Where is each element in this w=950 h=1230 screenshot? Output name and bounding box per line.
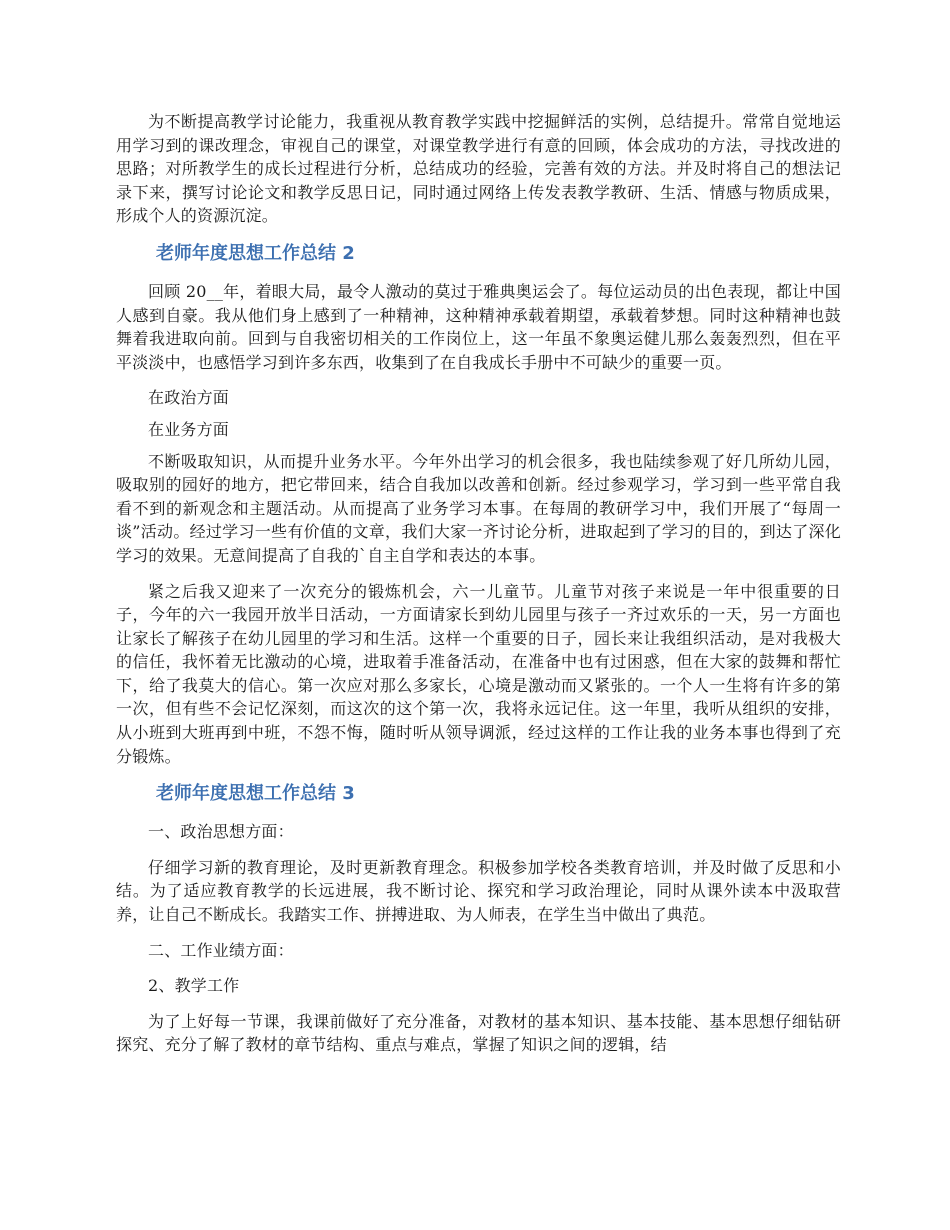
paragraph: 仔细学习新的教育理论，及时更新教育理念。积极参加学校各类教育培训，并及时做了反思和小结。为了适应教育教学的长远进展，我不断讨论、探究和学习政治理论，同时从课外读本中汲取营养，让自己不断成长。我踏实工作、拼搏进取、为人师表，在学生当中做出了典范。 xyxy=(116,857,841,925)
section-heading: 老师年度思想工作总结 2 xyxy=(156,242,355,264)
paragraph: 不断吸取知识，从而提升业务水平。今年外出学习的机会很多，我也陆续参观了好几所幼儿园，吸取别的园好的地方，把它带回来，结合自我加以改善和创新。经过参观学习，学习到一些平常自我看不到的新观念和主题活动。从而提高了业务学习本事。在每周的教研学习中，我们开展了“每周一谈”活动。经过学习一些有价值的文章，我们大家一齐讨论分析，进取起到了学习的目的，到达了深化学习的效果。无意间提高了自我的`自主自学和表达的本事。 xyxy=(116,451,841,565)
paragraph: 二、工作业绩方面： xyxy=(148,940,294,960)
paragraph: 一、政治思想方面： xyxy=(148,822,294,842)
paragraph: 在政治方面 xyxy=(148,388,230,408)
paragraph: 2、教学工作 xyxy=(148,976,240,996)
paragraph: 在业务方面 xyxy=(148,419,230,439)
paragraph: 为了上好每一节课，我课前做好了充分准备，对教材的基本知识、基本技能、基本思想仔细钻研探究、充分了解了教材的章节结构、重点与难点，掌握了知识之间的逻辑，结 xyxy=(116,1011,841,1055)
section-heading: 老师年度思想工作总结 3 xyxy=(156,783,355,805)
paragraph: 紧之后我又迎来了一次充分的锻炼机会，六一儿童节。儿童节对孩子来说是一年中很重要的日子，今年的六一我园开放半日活动，一方面请家长到幼儿园里与孩子一齐过欢乐的一天，另一方面也让家长了解孩子在幼儿园里的学习和生活。这样一个重要的日子，园长来让我组织活动，是对我极大的信任，我怀着无比激动的心境，进取着手准备活动，在准备中也有过困惑，但在大家的鼓舞和帮忙下，给了我莫大的信心。第一次应对那么多家长，心境是激动而又紧张的。一个人一生将有许多的第一次，但有些不会记忆深刻，而这次的这个第一次，我将永远记住。这一年里，我听从组织的安排，从小班到大班再到中班，不怨不悔，随时听从领导调派，经过这样的工作让我的业务本事也得到了充分锻炼。 xyxy=(116,581,841,766)
paragraph: 为不断提高教学讨论能力，我重视从教育教学实践中挖掘鲜活的实例，总结提升。常常自觉地运用学习到的课改理念，审视自己的课堂，对课堂教学进行有意的回顾，体会成功的方法，寻找改进的思路；对所教学生的成长过程进行分析，总结成功的经验，完善有效的方法。并及时将自己的想法记录下来，撰写讨论论文和教学反思日记，同时通过网络上传发表教学教研、生活、情感与物质成果，形成个人的资源沉淀。 xyxy=(116,112,841,226)
paragraph: 回顾 20__年，着眼大局，最令人激动的莫过于雅典奥运会了。每位运动员的出色表现，都让中国人感到自豪。我从他们身上感到了一种精神，这种精神承载着期望，承载着梦想。同时这种精神也鼓舞着我进取向前。回到与自我密切相关的工作岗位上，这一年虽不象奥运健儿那么轰轰烈烈，但在平平淡淡中，也感悟学习到许多东西，收集到了在自我成长手册中不可缺少的重要一页。 xyxy=(116,281,841,372)
document-page xyxy=(116,110,841,1069)
